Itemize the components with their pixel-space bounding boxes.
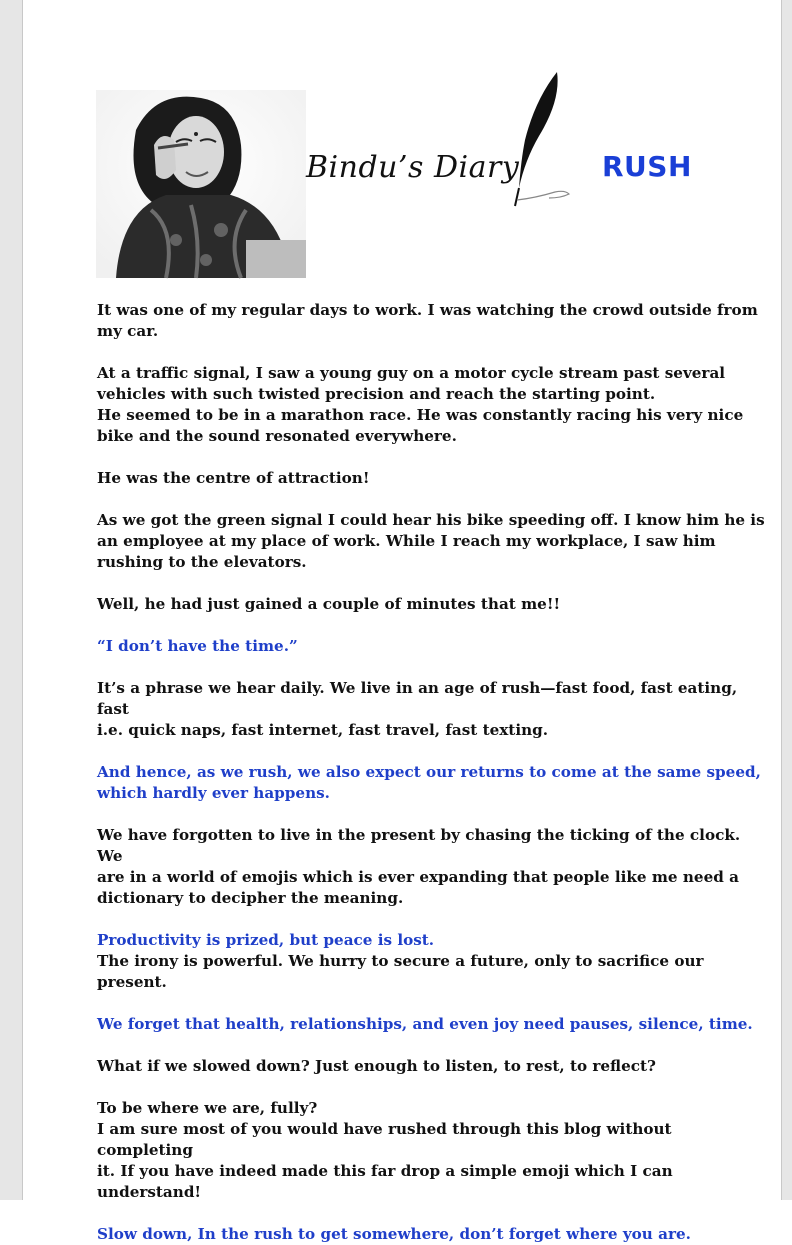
page-title: RUSH bbox=[602, 150, 692, 183]
paragraph-highlight: We forget that health, relationships, and even joy need pauses, silence, time. bbox=[97, 1015, 753, 1033]
quill-pen-icon bbox=[495, 70, 575, 210]
paragraph: The irony is powerful. We hurry to secure a future, only to sacrifice our present. bbox=[97, 952, 704, 991]
right-border bbox=[782, 0, 792, 1200]
author-photo bbox=[96, 90, 306, 278]
paragraph-highlight: “I don’t have the time.” bbox=[97, 637, 298, 655]
brand-name: Bindu’s Diary bbox=[306, 150, 520, 185]
paragraph: It was one of my regular days to work. I was watching the crowd outside from my car. bbox=[97, 301, 758, 340]
paragraph: At a traffic signal, I saw a young guy on a motor cycle stream past several vehicles with such twisted precision and reach the starting point. He seemed to be in a marathon race. He was constantly racing his very nice bike and the sound resonated everywhere. bbox=[97, 364, 744, 445]
left-border bbox=[0, 0, 22, 1200]
paragraph-highlight: Productivity is prized, but peace is lost. bbox=[97, 931, 435, 949]
paragraph: To be where we are, fully? I am sure most of you would have rushed through this blog without completing it. If you have indeed made this far drop a simple emoji which I can understand! bbox=[97, 1099, 673, 1201]
paragraph: Well, he had just gained a couple of minutes that me!! bbox=[97, 595, 561, 613]
paragraph: As we got the green signal I could hear his bike speeding off. I know him he is an employee at my place of work. While I reach my workplace, I saw him rushing to the elevators. bbox=[97, 511, 765, 571]
paragraph: What if we slowed down? Just enough to listen, to rest, to reflect? bbox=[97, 1057, 656, 1075]
article-body bbox=[97, 300, 767, 1245]
paragraph-highlight: Slow down, In the rush to get somewhere, don’t forget where you are. bbox=[97, 1225, 691, 1243]
paragraph: He was the centre of attraction! bbox=[97, 469, 370, 487]
paragraph-highlight: And hence, as we rush, we also expect our returns to come at the same speed, which hardly ever happens. bbox=[97, 763, 761, 802]
paragraph: It’s a phrase we hear daily. We live in an age of rush—fast food, fast eating, fast i.e. quick naps, fast internet, fast travel, fast texting. bbox=[97, 679, 738, 739]
paragraph: We have forgotten to live in the present by chasing the ticking of the clock. We are in a world of emojis which is ever expanding that people like me need a dictionary to decipher the meaning. bbox=[97, 826, 741, 907]
